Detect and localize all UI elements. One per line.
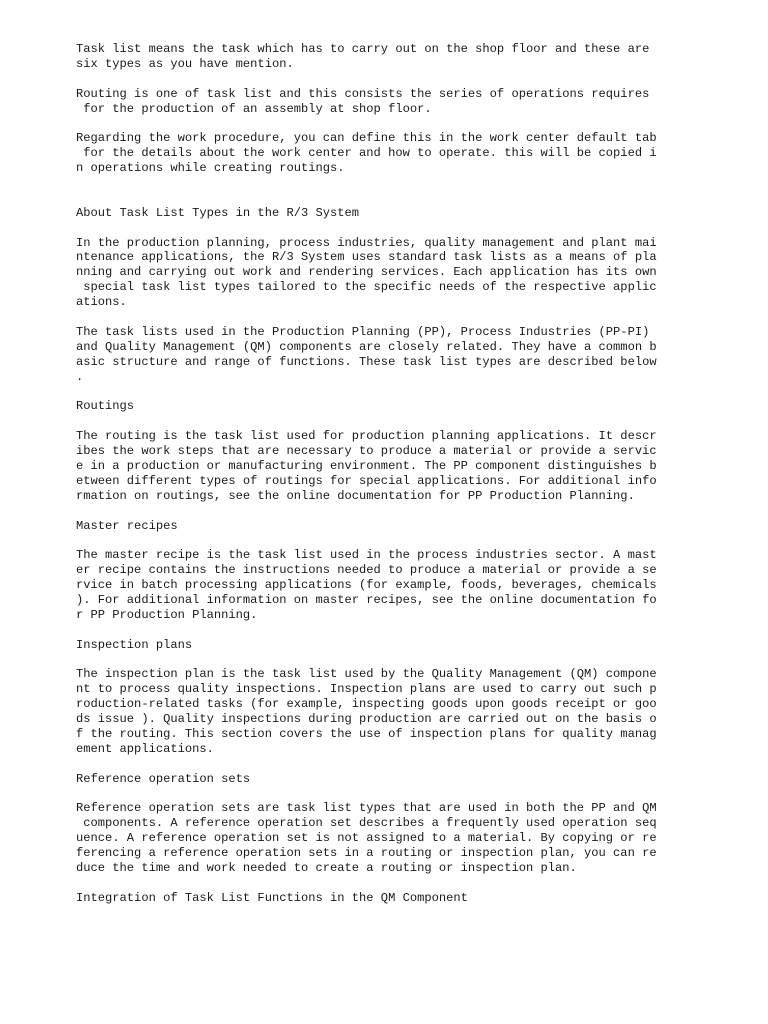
text-line: r PP Production Planning.: [76, 607, 258, 622]
text-line: for the details about the work center and how to operate. this will be copied i: [76, 146, 657, 161]
heading-line: Reference operation sets: [76, 771, 251, 786]
text-line: ). For additional information on master recipes, see the online documentation fo: [76, 592, 657, 607]
text-line: ibes the work steps that are necessary to produce a material or provide a servic: [76, 444, 657, 459]
text-line: roduction-related tasks (for example, inspecting goods upon goods receipt or goo: [76, 697, 657, 712]
heading-line: Integration of Task List Functions in the QM Component: [76, 890, 468, 905]
section-heading: [76, 772, 686, 787]
text-line: six types as you have mention.: [76, 56, 294, 71]
text-line: Task list means the task which has to carry out on the shop floor and these are: [76, 42, 650, 56]
section-heading: [76, 638, 686, 653]
text-line: ations.: [76, 295, 127, 310]
text-line: special task list types tailored to the specific needs of the respective applic: [76, 280, 657, 295]
text-line: nning and carrying out work and rendering services. Each application has its own: [76, 265, 657, 280]
text-line: The routing is the task list used for production planning applications. It descr: [76, 429, 657, 444]
paragraph: [76, 429, 686, 503]
heading-line: Inspection plans: [76, 637, 193, 652]
text-line: etween different types of routings for special applications. For additional info: [76, 473, 657, 488]
text-line: er recipe contains the instructions needed to produce a material or provide a se: [76, 563, 657, 578]
paragraph: [76, 42, 686, 72]
document-page: [76, 42, 686, 906]
paragraph: [76, 548, 686, 622]
text-line: ds issue ). Quality inspections during production are carried out on the basis o: [76, 712, 657, 727]
paragraph: [76, 131, 686, 176]
text-line: ntenance applications, the R/3 System uses standard task lists as a means of pla: [76, 250, 657, 265]
text-line: Routing is one of task list and this consists the series of operations requires: [76, 86, 650, 101]
text-line: Reference operation sets are task list types that are used in both the PP and QM: [76, 801, 657, 816]
text-line: rmation on routings, see the online documentation for PP Production Planning.: [76, 488, 635, 503]
text-line: nt to process quality inspections. Inspection plans are used to carry out such p: [76, 682, 657, 697]
text-line: The task lists used in the Production Planning (PP), Process Industries (PP-PI): [76, 324, 650, 339]
text-line: ement applications.: [76, 741, 214, 756]
paragraph: [76, 236, 686, 310]
section-heading: [76, 206, 686, 221]
paragraph: [76, 325, 686, 385]
text-line: rvice in batch processing applications (for example, foods, beverages, chemicals: [76, 578, 657, 593]
heading-line: Routings: [76, 399, 135, 414]
text-line: ferencing a reference operation sets in a routing or inspection plan, you can re: [76, 846, 657, 861]
text-line: uence. A reference operation set is not assigned to a material. By copying or re: [76, 831, 657, 846]
text-line: .: [76, 369, 84, 384]
text-line: duce the time and work needed to create a routing or inspection plan.: [76, 861, 577, 875]
text-line: e in a production or manufacturing environment. The PP component distinguishes b: [76, 458, 657, 473]
text-line: and Quality Management (QM) components are closely related. They have a common b: [76, 339, 657, 354]
text-line: components. A reference operation set describes a frequently used operation seq: [76, 816, 657, 831]
heading-line: Master recipes: [76, 518, 178, 533]
text-line: n operations while creating routings.: [76, 161, 345, 176]
text-line: The master recipe is the task list used in the process industries sector. A mast: [76, 548, 657, 563]
section-heading: [76, 891, 686, 906]
section-heading: [76, 519, 686, 534]
text-line: f the routing. This section covers the use of inspection plans for quality manag: [76, 726, 657, 741]
paragraph: [76, 87, 686, 117]
text-line: Regarding the work procedure, you can define this in the work center default tab: [76, 131, 657, 146]
paragraph: [76, 667, 686, 756]
text-line: asic structure and range of functions. These task list types are described below: [76, 354, 657, 369]
section-heading: [76, 399, 686, 414]
heading-line: About Task List Types in the R/3 System: [76, 205, 360, 220]
text-line: for the production of an assembly at shop floor.: [76, 101, 432, 116]
text-line: In the production planning, process industries, quality management and plant mai: [76, 235, 657, 250]
paragraph: [76, 801, 686, 875]
text-line: The inspection plan is the task list used by the Quality Management (QM) compone: [76, 667, 657, 682]
